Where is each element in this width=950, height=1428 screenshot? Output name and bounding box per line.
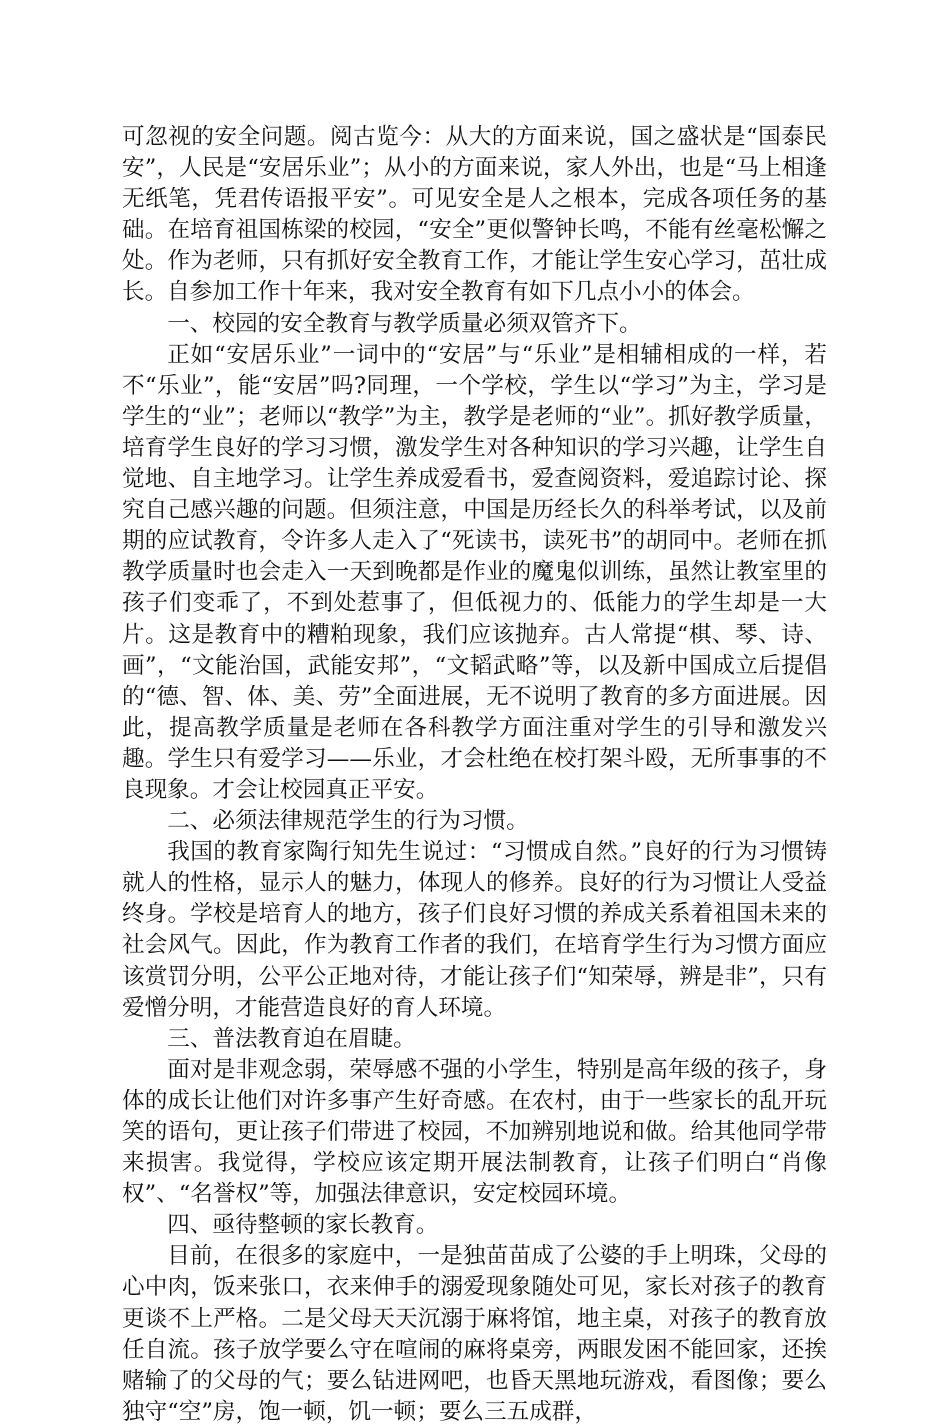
paragraph-section-3: 面对是非观念弱，荣辱感不强的小学生，特别是高年级的孩子，身体的成长让他们对许多事产生好奇感。在农村，由于一些家长的乱开玩笑的语句，更让孩子们带进了校园，不加辨别地说和做。给其他同学带来损害。我觉得，学校应该定期开展法制教育，让孩子们明白“肖像权”、“名誉权”等，加强法律意识，安定校园环境。 [122, 1056, 827, 1208]
paragraph-section-4: 目前，在很多的家庭中，一是独苗苗成了公婆的手上明珠，父母的心中肉，饭来张口，衣来伸手的溺爱现象随处可见，家长对孩子的教育更谈不上严格。二是父母天天沉溺于麻将馆，地主桌，对孩子的教育放任自流。孩子放学要么守在喧闹的麻将桌旁，两眼发困不能回家，还挨赌输了的父母的气；要么钻进网吧，也昏天黑地玩游戏，看图像；要么独守“空”房，饱一顿，饥一顿；要么三五成群， [122, 1243, 827, 1425]
paragraph-section-2: 我国的教育家陶行知先生说过：“习惯成自然。”良好的行为习惯铸就人的性格，显示人的魅力，体现人的修养。良好的行为习惯让人受益终身。学校是培育人的地方，孩子们良好习惯的养成关系着祖国未来的社会风气。因此，作为教育工作者的我们，在培育学生行为习惯方面应该赏罚分明，公平公正地对待，才能让孩子们“知荣辱，辨是非”，只有爱憎分明，才能营造良好的育人环境。 [122, 839, 827, 1021]
section-heading-2: 二、必须法律规范学生的行为习惯。 [167, 808, 529, 835]
paragraph-intro: 可忽视的安全问题。阅古览今：从大的方面来说，国之盛状是“国泰民安”，人民是“安居乐业”；从小的方面来说，家人外出，也是“马上相逢无纸笔，凭君传语报平安”。可见安全是人之根本，完成各项任务的基础。在培育祖国栋梁的校园，“安全”更似警钟长鸣，不能有丝毫松懈之处。作为老师，只有抓好安全教育工作，才能让学生安心学习，茁壮成长。自参加工作十年来，我对安全教育有如下几点小小的体会。 [122, 124, 827, 306]
document-body [122, 122, 827, 1428]
paragraph-section-1: 正如“安居乐业”一词中的“安居”与“乐业”是相辅相成的一样，若不“乐业”，能“安居”吗?同理，一个学校，学生以“学习”为主，学习是学生的“业”；老师以“教学”为主，教学是老师的“业”。抓好教学质量，培育学生良好的学习习惯，激发学生对各种知识的学习兴趣，让学生自觉地、自主地学习。让学生养成爱看书，爱查阅资料，爱追踪讨论、探究自己感兴趣的问题。但须注意，中国是历经长久的科举考试，以及前期的应试教育，令许多人走入了“死读书，读死书”的胡同中。老师在抓教学质量时也会走入一天到晚都是作业的魔鬼似训练，虽然让教室里的孩子们变乖了，不到处惹事了，但低视力的、低能力的学生却是一大片。这是教育中的糟粕现象，我们应该抛弃。古人常提“棋、琴、诗、画”，“文能治国，武能安邦”，“文韬武略”等，以及新中国成立后提倡的“德、智、体、美、劳”全面进展，无不说明了教育的多方面进展。因此，提高教学质量是老师在各科教学方面注重对学生的引导和激发兴趣。学生只有爱学习——乐业，才会杜绝在校打架斗殴，无所事事的不良现象。才会让校园真正平安。 [122, 341, 827, 803]
section-heading-4: 四、亟待整顿的家长教育。 [167, 1212, 439, 1239]
section-heading-3: 三、普法教育迫在眉睫。 [167, 1025, 416, 1052]
section-heading-1: 一、校园的安全教育与教学质量必须双管齐下。 [167, 310, 642, 337]
